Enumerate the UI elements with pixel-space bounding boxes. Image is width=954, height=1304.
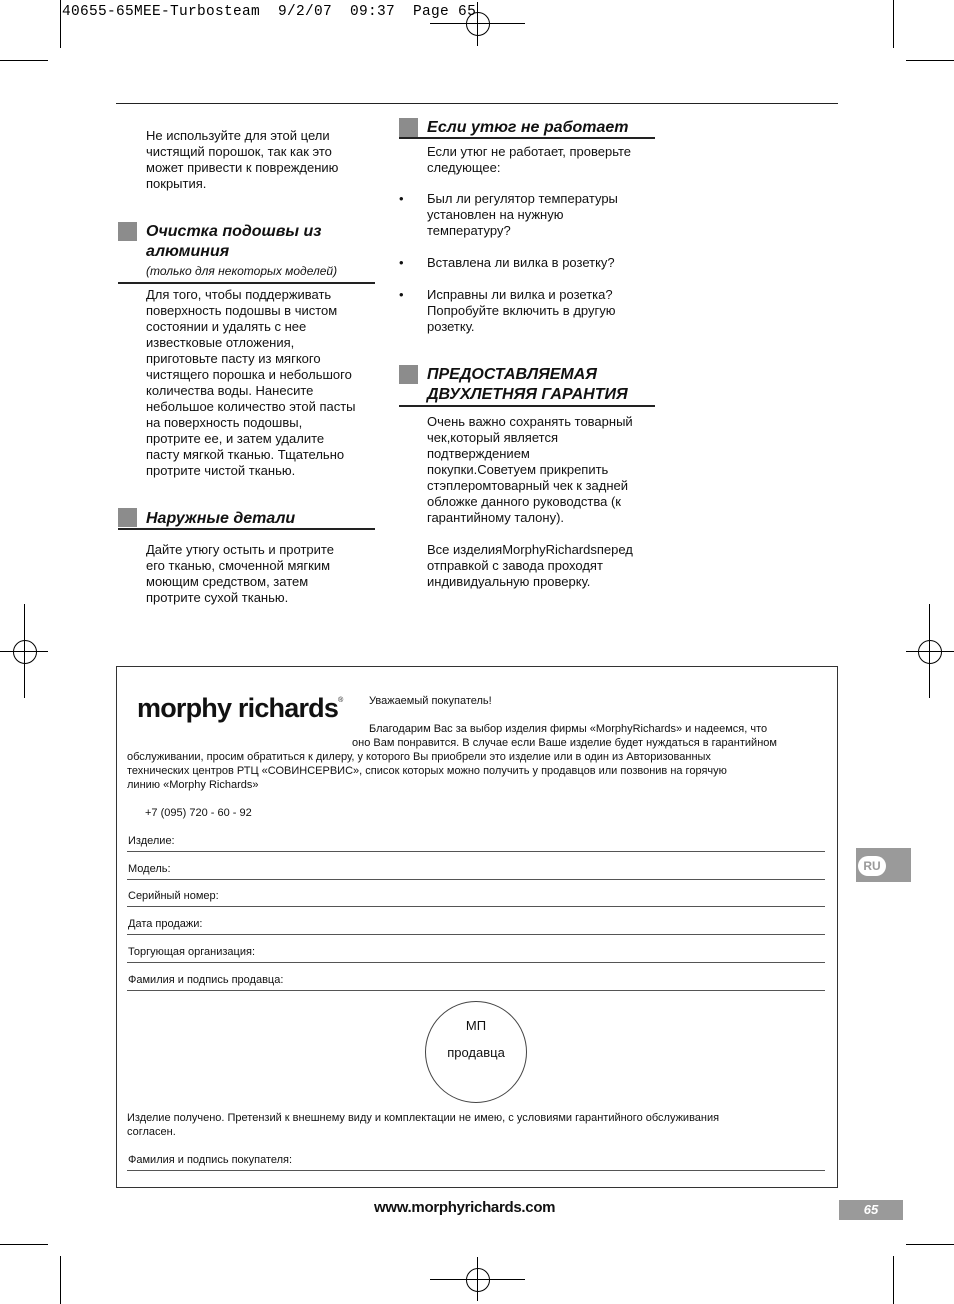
sale-date-field[interactable]: Дата продажи:: [127, 907, 825, 935]
not-working-heading: Если утюг не работает: [427, 119, 629, 136]
serial-number-field[interactable]: Серийный номер:: [127, 879, 825, 907]
thanks-line-1: Благодарим Вас за выбор изделия фирмы «MorphyRichards» и надеемся, что: [369, 723, 768, 735]
aluminium-subheading: (только для некоторых моделей): [146, 264, 338, 278]
warranty-card: [116, 666, 838, 1188]
bullet: •: [399, 287, 404, 302]
seller-stamp-area: [425, 1001, 527, 1103]
page-number: 65: [839, 1200, 903, 1220]
bullet: •: [399, 255, 404, 270]
model-field[interactable]: Модель:: [127, 852, 825, 880]
exterior-heading: Наружные детали: [146, 510, 296, 527]
top-rule: [116, 103, 838, 104]
check-item: Был ли регулятор температуры установлен на нужную температуру?: [427, 191, 618, 238]
section-rule: [399, 405, 655, 407]
service-info: обслуживании, просим обратиться к дилеру, у которого Вы приобрели это изделие или в один из Авторизованных технических центров РТЦ «СОВИНСЕРВИС», список которых можно получить у продавцов или позвонив на горячую линию «Morphy Richards»: [127, 751, 727, 791]
product-field[interactable]: Изделие:: [127, 824, 825, 852]
section-marker: [399, 365, 418, 384]
guarantee-check-text: Все изделияMorphyRichardsперед отправкой с завода проходят индивидуальную проверку.: [427, 542, 633, 589]
check-item: Вставлена ли вилка в розетку?: [427, 255, 615, 270]
buyer-signature-field[interactable]: Фамилия и подпись покупателя:: [127, 1143, 825, 1171]
not-working-intro: Если утюг не работает, проверьте следующее:: [427, 144, 632, 175]
section-marker: [118, 508, 137, 527]
hotline-phone: +7 (095) 720 - 60 - 92: [145, 807, 252, 819]
seller-signature-field[interactable]: Фамилия и подпись продавца:: [127, 963, 825, 991]
cleaning-powder-warning: Не используйте для этой цели чистящий порошок, так как это может привести к повреждению покрытия.: [146, 128, 339, 191]
aluminium-heading: Очистка подошвы из алюминия: [146, 223, 322, 260]
print-slug: 40655-65MEE-Turbosteam 9/2/07 09:37 Page 65: [62, 4, 477, 20]
bullet: •: [399, 191, 404, 206]
section-marker: [399, 118, 418, 137]
retailer-field[interactable]: Торгующая организация:: [127, 935, 825, 963]
website-url: www.morphyrichards.com: [374, 1199, 556, 1216]
section-marker: [118, 222, 137, 241]
exterior-text: Дайте утюгу остыть и протрите его тканью, смоченной мягким моющим средством, затем протрите сухой тканью.: [146, 542, 334, 605]
guarantee-text: Очень важно сохранять товарный чек,который является подтверждением покупки.Советуем прикрепить стэплеромтоварный чек к задней обложке данного руководства (к гарантийному талону).: [427, 414, 633, 525]
stamp-label: МП: [465, 1018, 487, 1033]
check-item: Исправны ли вилка и розетка? Попробуйте включить в другую розетку.: [427, 287, 616, 334]
aluminium-text: Для того, чтобы поддерживать поверхность подошвы в чистом состоянии и удалять с нее известковые отложения, приготовьте пасту из мягкого чистящего порошка и небольшого количества воды. Нанесите небольшое количество этой пасты на поверхность подошвы, протрите ее, и затем удалите пасту мягкой тканью. Тщательно протрите чистой тканью.: [146, 287, 356, 478]
section-rule: [118, 282, 375, 284]
stamp-label-seller: продавца: [447, 1045, 505, 1060]
guarantee-heading: ПРЕДОСТАВЛЯЕМАЯ ДВУХЛЕТНЯЯ ГАРАНТИЯ: [427, 366, 628, 403]
thanks-line-2: оно Вам понравится. В случае если Ваше изделие будет нуждаться в гарантийном: [352, 737, 777, 749]
greeting: Уважаемый покупатель!: [369, 695, 492, 707]
language-badge: RU: [858, 856, 886, 876]
section-rule: [399, 137, 655, 139]
receipt-statement: Изделие получено. Претензий к внешнему виду и комплектации не имею, с условиями гарантийного обслуживания согласен.: [127, 1112, 720, 1138]
section-rule: [118, 528, 375, 530]
morphy-richards-logo: morphy richards®: [137, 693, 343, 723]
